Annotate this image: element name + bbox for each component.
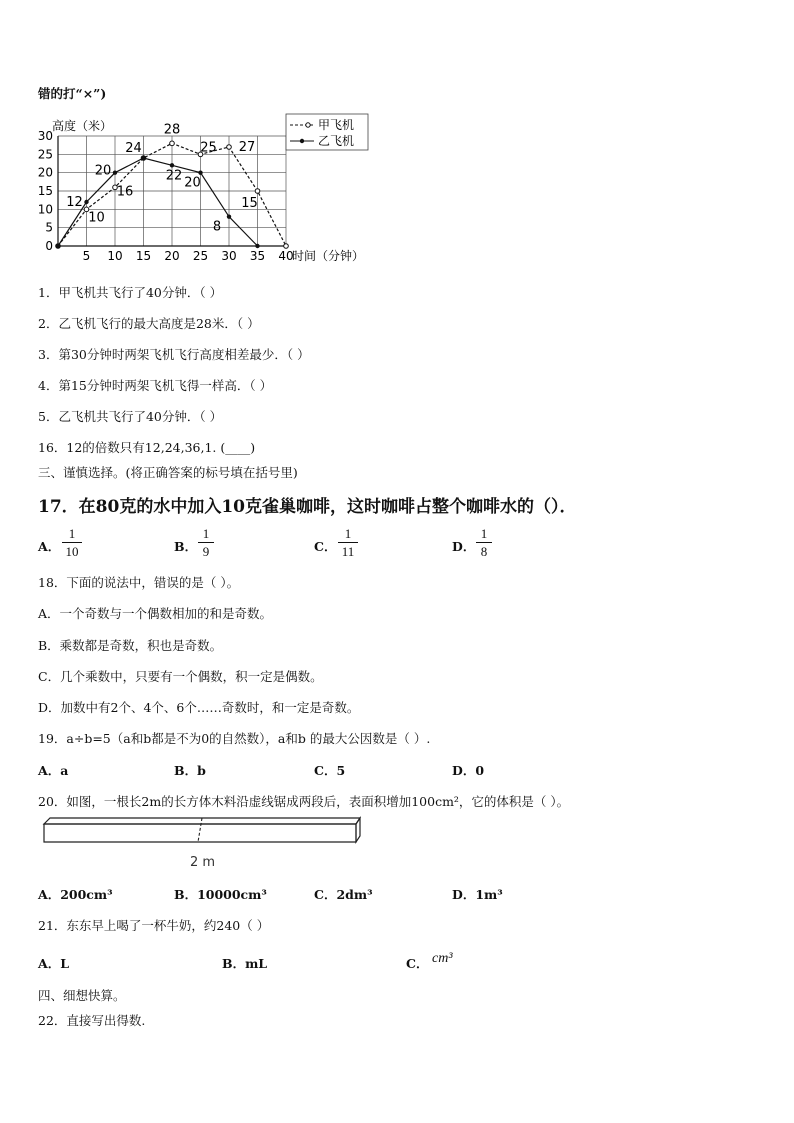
legend-label-1: 甲飞机 <box>318 118 355 132</box>
data-point <box>84 200 88 204</box>
legend-marker-1 <box>306 123 310 127</box>
data-label: 8 <box>212 219 222 235</box>
question-19: 19．a÷b=5（a和b都是不为0的自然数），a和b 的最大公因数是（ ）. <box>38 731 431 746</box>
data-label: 20 <box>94 163 112 179</box>
data-label: 16 <box>116 184 134 200</box>
y-axis-label: 高度（米） <box>52 119 113 133</box>
q21-option-a: A．L <box>38 956 69 971</box>
q18-option-d: D．加数中有2个、4个、6个……奇数时，和一定是奇数。 <box>38 700 360 715</box>
y-tick-label: 10 <box>37 202 53 217</box>
legend-label-2: 乙飞机 <box>318 134 355 148</box>
question-18: 18．下面的说法中，错误的是（ ）。 <box>38 575 240 590</box>
x-tick-label: 5 <box>82 249 91 263</box>
option-label: A． <box>38 539 61 554</box>
q20-option-b: B．10000cm³ <box>174 887 267 902</box>
q20-option-d: D．1m³ <box>452 887 503 902</box>
y-tick-label: 25 <box>37 147 53 162</box>
x-tick-label: 10 <box>107 249 123 263</box>
y-tick-label: 30 <box>37 129 53 143</box>
q19-option-c: C．5 <box>314 763 346 778</box>
data-point <box>198 170 202 174</box>
data-point <box>255 244 259 248</box>
option-label: B． <box>174 539 198 554</box>
data-point <box>170 141 175 146</box>
fraction: 1 8 <box>476 526 492 559</box>
q20-option-c: C．2dm³ <box>314 887 373 902</box>
q21-option-b: B．mL <box>222 956 268 971</box>
data-point <box>170 163 174 167</box>
x-tick-label: 30 <box>221 249 237 263</box>
q19-option-b: B．b <box>174 763 206 778</box>
data-label: 12 <box>66 195 83 210</box>
x-tick-label: 40 <box>278 249 294 263</box>
x-tick-label: 25 <box>192 249 209 263</box>
data-label: 20 <box>184 175 201 191</box>
data-point <box>227 145 232 150</box>
data-point <box>56 244 60 248</box>
data-label: 10 <box>88 210 105 226</box>
data-label: 24 <box>125 141 142 156</box>
legend-marker-2 <box>300 139 304 143</box>
data-label: 15 <box>241 196 258 211</box>
x-tick-label: 35 <box>249 249 266 263</box>
q21-unit: cm³ <box>432 951 453 966</box>
fraction: 1 9 <box>198 526 214 559</box>
judge-item-3: 3．第30分钟时两架飞机飞行高度相差最少．（ ） <box>38 347 310 362</box>
x-axis-label: 时间（分钟） <box>292 249 365 263</box>
x-tick-label: 20 <box>164 249 180 263</box>
question-17: 17．在80克的水中加入10克雀巢咖啡，这时咖啡占整个咖啡水的（）． <box>38 497 577 517</box>
y-tick-label: 20 <box>37 165 53 180</box>
data-point <box>255 189 260 194</box>
flight-height-chart <box>30 112 370 267</box>
figure-length-label: 2 m <box>190 855 216 870</box>
data-point <box>113 170 117 174</box>
data-label: 25 <box>200 140 217 156</box>
judge-item-5: 5．乙飞机共飞行了40分钟．（ ） <box>38 409 223 424</box>
option-label: C． <box>314 539 337 554</box>
question-22: 22．直接写出得数. <box>38 1013 146 1028</box>
data-label: 28 <box>163 122 181 138</box>
q20-option-a: A．200cm³ <box>38 887 113 902</box>
data-label: 27 <box>238 140 256 155</box>
question-16: 16．12的倍数只有12,24,36,1. (____) <box>38 440 256 455</box>
q21-option-c: C． <box>406 956 429 971</box>
data-point <box>227 214 231 218</box>
fraction: 1 10 <box>62 526 82 559</box>
q18-option-b: B．乘数都是奇数，积也是奇数。 <box>38 638 223 653</box>
header-note: 错的打“×”) <box>38 86 107 101</box>
section-4-heading: 四、细想快算。 <box>38 988 126 1003</box>
q19-option-d: D．0 <box>452 763 485 778</box>
judge-item-4: 4．第15分钟时两架飞机飞得一样高．（ ） <box>38 378 273 393</box>
data-point <box>284 244 289 249</box>
data-point <box>141 156 145 160</box>
q18-option-c: C．几个乘数中，只要有一个偶数，积一定是偶数。 <box>38 669 323 684</box>
x-tick-label: 15 <box>135 249 152 263</box>
question-21: 21．东东早上喝了一杯牛奶，约240（ ） <box>38 918 270 933</box>
y-tick-label: 0 <box>45 239 53 253</box>
timber-figure <box>40 816 370 872</box>
fraction: 1 11 <box>338 526 358 559</box>
y-tick-label: 5 <box>45 220 53 235</box>
option-label: D． <box>452 539 476 554</box>
judge-item-2: 2．乙飞机飞行的最大高度是28米．（ ） <box>38 316 260 331</box>
section-3-heading: 三、谨慎选择。(将正确答案的标号填在括号里) <box>38 465 298 480</box>
q18-option-a: A．一个奇数与一个偶数相加的和是奇数。 <box>38 606 273 621</box>
judge-item-1: 1．甲飞机共飞行了40分钟．（ ） <box>38 285 223 300</box>
question-20: 20．如图，一根长2m的长方体木料沿虚线锯成两段后，表面积增加100cm²，它的体积是（ ）。 <box>38 794 570 809</box>
y-tick-label: 15 <box>37 184 53 198</box>
q19-option-a: A．a <box>38 763 69 778</box>
data-label: 22 <box>165 168 183 184</box>
